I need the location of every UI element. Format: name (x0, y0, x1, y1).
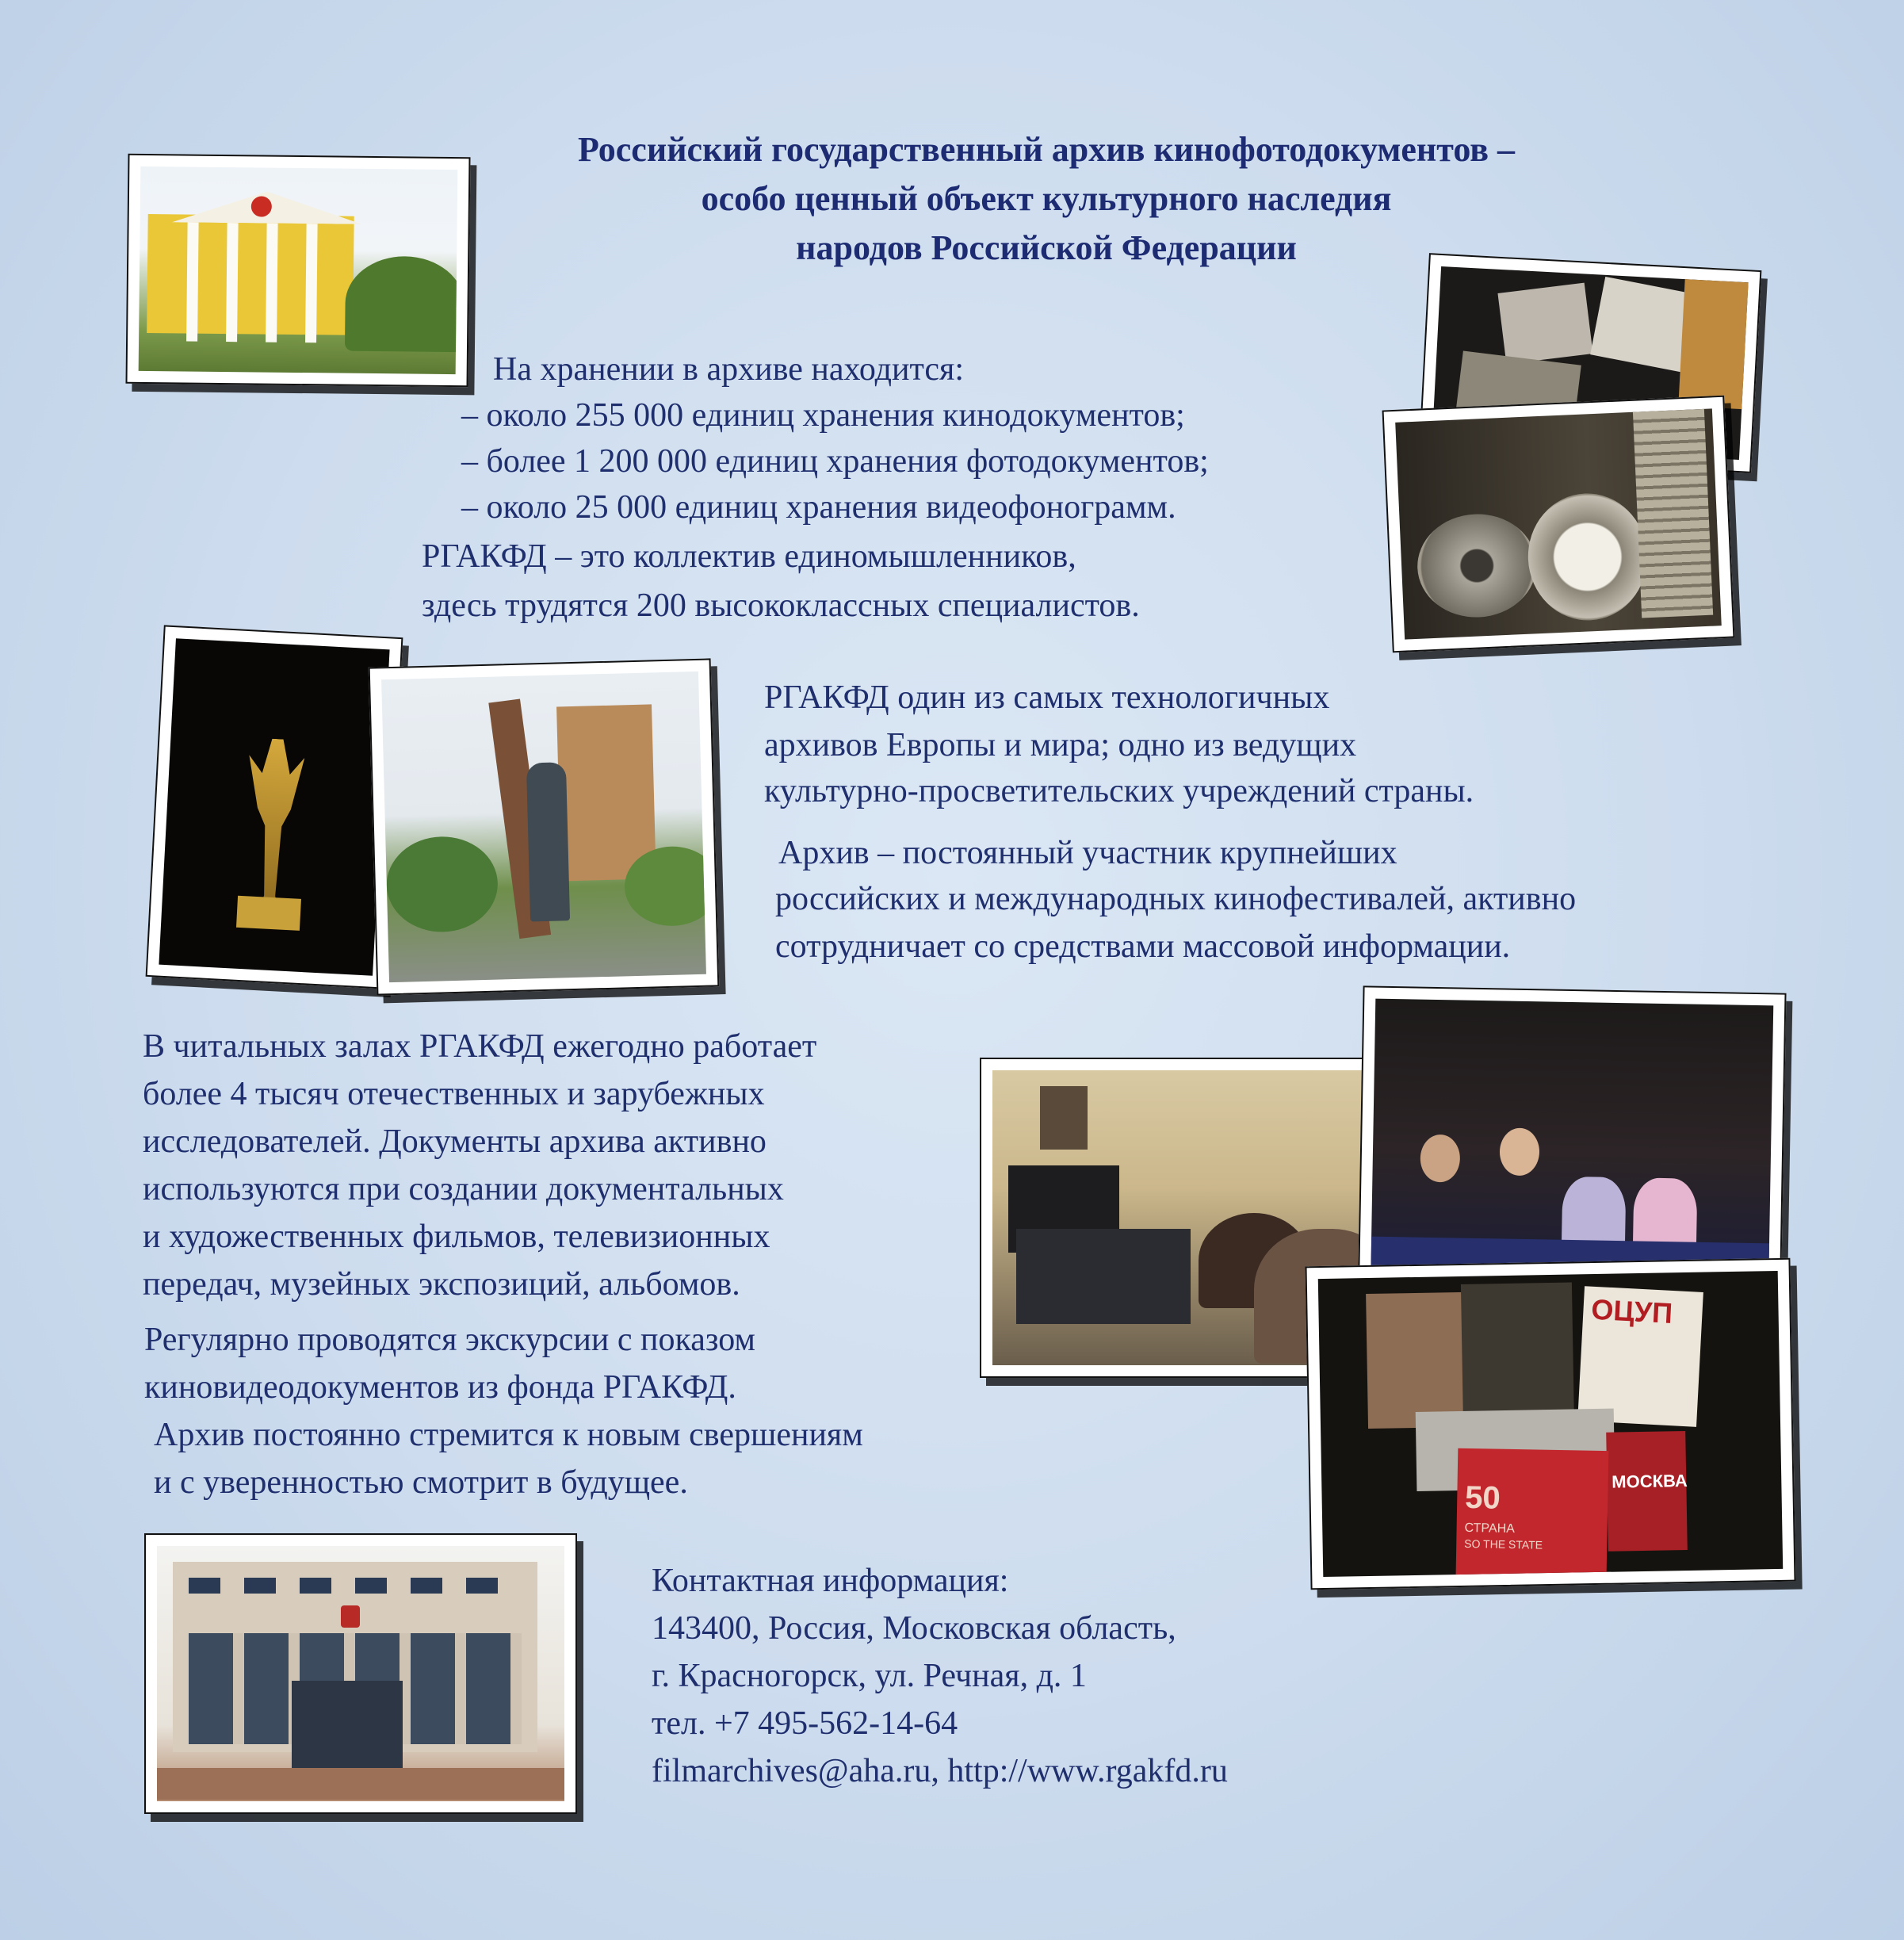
reading-line-4: используются при создании документальных (143, 1171, 784, 1207)
holdings-item-films: – около 255 000 единиц хранения кинодокументов; (461, 397, 1185, 434)
festival-line-2: российских и международных кинофестивалей, активно (775, 881, 1577, 917)
page-title (444, 125, 1649, 273)
photo-cameraman-monument (369, 658, 720, 995)
book-title-moskva: МОСКВА (1612, 1470, 1688, 1492)
tour-line-2: киновидеодокументов из фонда РГАКФД. (144, 1369, 736, 1406)
reading-line-5: и художественных фильмов, телевизионных (143, 1219, 770, 1255)
tour-line-1: Регулярно проводятся экскурсии с показом (144, 1322, 755, 1358)
team-line-1: РГАКФД – это коллектив единомышленников, (422, 538, 1076, 575)
book-title-fifty: 50 (1464, 1479, 1501, 1516)
festival-line-3: сотрудничает со средствами массовой информации. (775, 928, 1511, 965)
festival-line-1: Архив – постоянный участник крупнейших (778, 835, 1397, 871)
contact-web[interactable]: filmarchives@aha.ru, http://www.rgakfd.ru (652, 1753, 1228, 1789)
photo-film-reels (1382, 396, 1735, 653)
title-line-1: Российский государственный архив кинофотодокументов – (578, 130, 1515, 169)
photo-old-building (125, 154, 470, 388)
holdings-item-photos: – более 1 200 000 единиц хранения фотодокументов; (461, 443, 1209, 480)
photo-award-statuette (146, 625, 403, 989)
contact-phone: тел. +7 495-562-14-64 (652, 1705, 958, 1742)
holdings-intro: На хранении в архиве находится: (493, 351, 964, 388)
book-subtitle-strana: СТРАНА (1464, 1521, 1516, 1536)
reading-line-3: исследователей. Документы архива активно (143, 1123, 767, 1160)
tech-line-1: РГАКФД один из самых технологичных (764, 679, 1330, 716)
tech-line-3: культурно-просветительских учреждений страны. (764, 773, 1474, 809)
reading-line-1: В читальных залах РГАКФД ежегодно работает (143, 1028, 817, 1065)
book-title-ocup: ОЦУП (1590, 1292, 1674, 1330)
book-subtitle-en: SO THE STATE (1464, 1536, 1543, 1552)
contact-address-2: г. Красногорск, ул. Речная, д. 1 (652, 1658, 1087, 1694)
reading-line-6: передач, музейных экспозиций, альбомов. (143, 1266, 740, 1303)
tech-line-2: архивов Европы и мира; одно из ведущих (764, 727, 1357, 763)
title-line-2: особо ценный объект культурного наследия (701, 179, 1392, 218)
future-line-2: и с уверенностью смотрит в будущее. (154, 1464, 688, 1501)
title-line-3: народов Российской Федерации (796, 228, 1297, 267)
reading-line-2: более 4 тысяч отечественных и зарубежных (143, 1076, 765, 1112)
team-line-2: здесь трудятся 200 высококлассных специалистов. (422, 587, 1140, 624)
photo-new-building (144, 1533, 577, 1814)
contact-address-1: 143400, Россия, Московская область, (652, 1610, 1176, 1647)
holdings-item-video: – около 25 000 единиц хранения видеофонограмм. (461, 489, 1176, 526)
photo-published-books (1305, 1258, 1795, 1590)
contact-heading: Контактная информация: (652, 1563, 1009, 1599)
future-line-1: Архив постоянно стремится к новым свершениям (154, 1417, 863, 1453)
